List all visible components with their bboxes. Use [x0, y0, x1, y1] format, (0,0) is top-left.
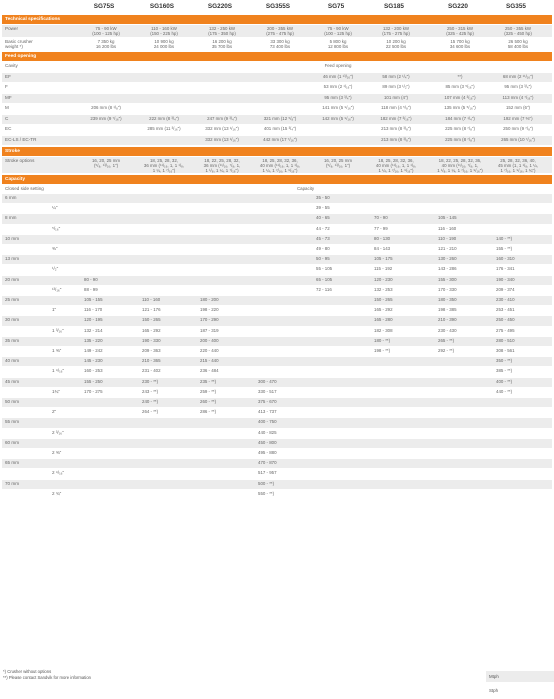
- table-cell: 198 - 385: [438, 307, 457, 313]
- table-row: [2, 337, 552, 346]
- table-cell: 160 - 253: [84, 368, 103, 374]
- footnote-1: *) Crusher without options: [3, 669, 52, 674]
- row-sub-label: 1 ³/₁₆": [52, 327, 64, 333]
- table-cell: 250 - 450: [496, 317, 515, 323]
- table-cell: 49 - 80: [316, 246, 330, 251]
- table-cell: 200 - 400: [200, 337, 219, 343]
- table-cell: 308 - 561: [496, 348, 515, 353]
- table-cell: 121 - 176: [142, 307, 161, 313]
- table-cell: 145 - 230: [84, 358, 103, 364]
- row-label: 35 mm: [5, 337, 20, 343]
- column-header-sg160s: SG160S: [149, 3, 175, 10]
- footnote-2: **) Please contact Sandvik for more information: [3, 675, 91, 680]
- table-cell: 110 - 160: [142, 297, 161, 302]
- table-cell: 44 - 72: [316, 225, 330, 231]
- table-cell: 18, 22, 25, 28, 32, 36, 40 mm (¹¹/₁₆, ⁷/₈, 1, 1 ¹/₈, 1 ¼, 1 ⁷/₁₆, 1 ⁹/₁₆"): [437, 158, 483, 173]
- row-sub-label: 1": [52, 307, 57, 313]
- table-cell: 116 - 160: [438, 225, 457, 231]
- table-cell: 180 - 350: [438, 297, 457, 302]
- table-cell: 95 mm (3 ³/₄"): [504, 84, 532, 89]
- table-cell: 286 - **): [200, 409, 217, 415]
- table-cell: 332 mm (13 ¹/₁₆"): [205, 126, 239, 131]
- table-cell: 39 - 55: [316, 205, 330, 211]
- table-cell: 35 - 50: [316, 195, 330, 200]
- table-cell: 132 - 200 kW (175 - 275 hp): [382, 26, 410, 36]
- table-cell: 50 - 95: [316, 256, 330, 262]
- table-row: [2, 115, 552, 125]
- table-cell: 198 - **): [374, 348, 391, 353]
- table-row: [2, 490, 552, 499]
- row-label: Basic crusher weight *): [5, 39, 33, 49]
- table-cell: 213 mm (8 ³/₈"): [381, 136, 411, 142]
- row-label: Closed side setting: [5, 186, 44, 191]
- table-cell: 121 - 210: [438, 246, 457, 251]
- table-row: [2, 296, 552, 305]
- table-cell: 180 - **): [374, 337, 391, 343]
- section-stroke-title: Stroke: [5, 149, 20, 154]
- table-cell: 239 mm (9 ⁷/₁₆"): [90, 115, 122, 121]
- table-cell: 350 - **): [496, 358, 513, 364]
- table-cell: 401 mm (15 ³/₄"): [263, 126, 297, 131]
- table-cell: 72 - 116: [316, 286, 332, 292]
- table-cell: 25, 28, 32, 36, 40, 45 mm (1, 1 ¹/₈, 1 ¼, 1 ⁷/₁₆, 1 ⁹/₁₆, 1 ¾"): [497, 158, 539, 173]
- row-label: 50 mm: [5, 399, 20, 404]
- capacity-label: Capacity: [297, 186, 315, 191]
- table-cell: 182 mm (7 ³/₁₆"): [380, 115, 412, 121]
- table-cell: 130 - 260: [438, 256, 457, 262]
- column-header-sg220s: SG220S: [207, 3, 233, 10]
- row-label: Power: [5, 26, 19, 31]
- table-cell: 253 - 451: [496, 307, 515, 313]
- table-cell: 140 - **): [496, 235, 513, 241]
- table-row: [2, 276, 552, 285]
- table-cell: 5 800 kg 12 800 lbs: [327, 39, 349, 49]
- row-sub-label: 2 ¾": [52, 490, 62, 496]
- table-cell: 58 mm (2 ¹/₄"): [382, 73, 410, 79]
- table-cell: 250 mm (9 ⁷/₈"): [503, 126, 533, 131]
- table-cell: 150 - 265: [142, 317, 161, 323]
- table-row: [2, 204, 552, 213]
- table-cell: 210 - 390: [438, 317, 457, 323]
- table-cell: 170 - 290: [200, 317, 219, 323]
- table-cell: 250 - 355 kW (325 - 450 hp): [504, 26, 532, 36]
- table-cell: 132 - 214: [84, 327, 103, 333]
- row-sub-label: 1¾": [52, 388, 61, 394]
- table-row: [2, 347, 552, 356]
- row-label: 8 mm: [5, 215, 17, 221]
- table-cell: 259 - **): [200, 388, 217, 394]
- column-header-sg185: SG185: [384, 3, 404, 10]
- row-label: 70 mm: [5, 480, 20, 486]
- table-cell: 132 - 253: [374, 286, 393, 292]
- table-cell: 105 - 145: [438, 215, 457, 221]
- table-cell: 230 - **): [142, 378, 159, 384]
- table-row: [2, 459, 552, 468]
- table-cell: 170 - 275: [84, 388, 103, 394]
- table-cell: 206 mm (8 ¹/₈"): [91, 105, 121, 110]
- table-cell: 150 - 265: [374, 297, 393, 302]
- table-cell: 107 mm (4 ³/₁₆"): [444, 94, 476, 100]
- section-technical-specifications: [2, 15, 552, 24]
- table-row: [2, 214, 552, 223]
- section-capacity-title: Capacity: [5, 177, 25, 182]
- row-sub-label: ¹³/₁₆": [52, 286, 62, 292]
- table-cell: 209 - 363: [142, 348, 161, 353]
- table-cell: 105 - 175: [374, 256, 393, 262]
- column-header-row: [0, 0, 554, 14]
- table-cell: 450 - 800: [258, 439, 277, 445]
- table-row: [2, 408, 552, 417]
- table-row: [2, 245, 552, 254]
- table-cell: 155 - **): [496, 246, 513, 251]
- table-cell: 184 mm (7 ¹/₄"): [445, 115, 475, 121]
- table-cell: 165 - 292: [142, 327, 161, 333]
- table-row: [2, 469, 552, 478]
- column-header-sg220: SG220: [448, 3, 468, 10]
- unit-label-mtph: Mtph: [486, 671, 554, 682]
- table-cell: 55 - 105: [316, 266, 333, 272]
- table-cell: 95 mm (3 ³/₄"): [324, 94, 352, 100]
- row-label: EC: [5, 126, 12, 131]
- table-row: [2, 449, 552, 458]
- table-cell: 142 mm (5 ⁹/₁₆"): [322, 115, 354, 121]
- row-label: 20 mm: [5, 276, 20, 282]
- section-feed-opening: [2, 52, 552, 61]
- table-row: [2, 388, 552, 397]
- row-label: EC-LS / EC-TR: [5, 136, 37, 142]
- table-cell: 68 mm (2 ¹¹/₁₆"): [502, 73, 534, 79]
- column-header-sg75: SG75: [327, 3, 345, 10]
- table-cell: 149 - 242: [84, 348, 103, 353]
- table-cell: 280 - 510: [496, 337, 515, 343]
- table-cell: 120 - 230: [374, 276, 393, 282]
- table-cell: 470 - 870: [258, 460, 277, 466]
- table-cell: 115 - 192: [374, 266, 393, 272]
- table-cell: 16 200 kg 35 700 lbs: [211, 39, 233, 49]
- table-cell: 170 - 330: [438, 286, 457, 292]
- table-cell: 400 - 750: [258, 419, 277, 425]
- table-cell: 332 mm (13 ¹/₁₆"): [205, 136, 239, 142]
- table-cell: 385 - **): [496, 368, 513, 374]
- table-cell: 213 mm (8 ³/₈"): [381, 126, 411, 131]
- table-cell: 275 - 495: [496, 327, 515, 333]
- table-cell: 240 - **): [142, 399, 159, 404]
- row-sub-label: 2": [52, 409, 57, 415]
- table-cell: 236 - 484: [200, 368, 219, 374]
- row-sub-label: ¼": [52, 205, 58, 211]
- table-cell: 180 - 200: [200, 297, 219, 302]
- row-label: 65 mm: [5, 460, 20, 466]
- table-cell: 110 - 160 kW (150 - 225 hp): [150, 26, 178, 36]
- table-cell: 105 - 155: [84, 297, 103, 302]
- table-cell: 190 - 340: [496, 276, 515, 282]
- row-label: MF: [5, 94, 12, 100]
- row-label: F: [5, 84, 8, 89]
- table-cell: 220 - 440: [200, 348, 219, 353]
- table-cell: 110 - 190: [438, 235, 457, 241]
- table-row: [2, 429, 552, 438]
- row-label: 10 mm: [5, 235, 20, 241]
- table-row: [2, 286, 552, 295]
- table-cell: 85 mm (3 ⁵/₁₆"): [445, 84, 475, 89]
- table-row: [2, 25, 552, 37]
- section-capacity: [2, 175, 552, 184]
- table-cell: 264 - **): [142, 409, 159, 415]
- table-row: [2, 480, 552, 489]
- table-cell: 75 - 90 kW (100 - 125 hp): [324, 26, 352, 36]
- table-cell: 321 mm (12 ⁵/₈"): [263, 115, 297, 121]
- table-row: [2, 378, 552, 387]
- table-cell: 182 - 308: [374, 327, 393, 333]
- table-cell: 209 - 374: [496, 286, 515, 292]
- table-cell: 89 mm (3 ¹/₂"): [382, 84, 410, 89]
- row-label: C: [5, 115, 9, 121]
- unit-label-stph: Stph: [486, 685, 554, 696]
- table-row: [2, 225, 552, 234]
- table-cell: 400 - **): [496, 378, 513, 384]
- table-cell: 141 mm (5 ⁹/₁₆"): [322, 105, 354, 110]
- column-header-sg355s: SG355S: [265, 3, 291, 10]
- table-cell: 243 - **): [142, 388, 159, 394]
- row-sub-label: 2 ⅜": [52, 450, 62, 455]
- table-cell: 33 300 kg 73 400 lbs: [269, 39, 291, 49]
- table-cell: 495 - 880: [258, 450, 277, 455]
- table-cell: 143 - 286: [438, 266, 457, 272]
- table-cell: 265 mm (10 ⁷/₁₆"): [501, 136, 535, 142]
- table-cell: 75 - 90 kW (100 - 125 hp): [92, 26, 120, 36]
- table-cell: 210 - 365: [142, 358, 161, 364]
- table-row: [2, 439, 552, 448]
- table-cell: 440 - 825: [258, 429, 277, 435]
- table-cell: 300 - 470: [258, 378, 277, 384]
- table-row: [2, 398, 552, 407]
- table-cell: 440 - **): [496, 388, 513, 394]
- table-cell: 80 - 130: [374, 235, 391, 241]
- row-label: M: [5, 105, 9, 110]
- table-cell: 230 - 410: [496, 297, 515, 302]
- table-cell: 10 200 kg 22 500 lbs: [385, 39, 407, 49]
- table-cell: 198 - 220: [200, 307, 219, 313]
- row-label: 6 mm: [5, 195, 17, 200]
- table-cell: 7 350 kg 16 200 lbs: [95, 39, 117, 49]
- table-cell: 70 - 90: [374, 215, 388, 221]
- table-cell: 235 - **): [200, 378, 217, 384]
- row-sub-label: 1 ⁹/₁₆": [52, 368, 65, 374]
- table-cell: 10 900 kg 24 000 lbs: [153, 39, 175, 49]
- table-cell: 215 - 440: [200, 358, 219, 364]
- table-row: [2, 94, 552, 104]
- table-row: [2, 104, 552, 114]
- row-label: 40 mm: [5, 358, 20, 364]
- table-cell: 18, 25, 28, 32, 36, 40 mm (¹¹/₁₆, 1, 1 ¹/₈, 1 ¼, 1 ⁷/₁₆, 1 ⁹/₁₆"): [375, 158, 417, 173]
- table-cell: 113 mm (4 ⁷/₁₆"): [502, 94, 534, 100]
- table-cell: 15 700 kg 34 600 lbs: [449, 39, 471, 49]
- row-sub-label: 2 ³/₁₆": [52, 429, 64, 435]
- table-cell: 250 - 315 kW (325 - 425 hp): [446, 26, 474, 36]
- table-cell: 18, 25, 28, 32, 36, 40 mm (¹¹/₁₆, 1, 1 ¹/₈, 1 ¼, 1 ⁷/₁₆, 1 ⁹/₁₆"): [259, 158, 301, 173]
- table-cell: 120 - 195: [84, 317, 103, 323]
- row-sub-label: ⅜": [52, 246, 58, 251]
- table-cell: 53 mm (2 ¹/₁₆"): [323, 84, 353, 89]
- table-cell: 260 - **): [200, 399, 217, 404]
- table-row: [2, 157, 552, 173]
- table-cell: 550 - **): [258, 490, 275, 496]
- table-row: [2, 62, 552, 72]
- table-row: [2, 73, 552, 83]
- row-label: 25 mm: [5, 297, 20, 302]
- table-cell: 285 mm (11 ³/₁₆"): [147, 126, 181, 131]
- section-stroke: [2, 147, 552, 156]
- table-cell: 18, 25, 28, 32, 36 mm (¹¹/₁₆, 1, 1 ¹/₈, 1 ¼, 1 ⁷/₁₆"): [143, 158, 185, 173]
- section-feed-opening-title: Feed opening: [5, 54, 37, 59]
- table-row: [2, 367, 552, 376]
- table-cell: 500 - **): [258, 480, 275, 486]
- row-label: 55 mm: [5, 419, 20, 425]
- column-header-sg75s: SG75S: [93, 3, 115, 10]
- row-sub-label: ¹/₂": [52, 266, 59, 272]
- row-sub-label: 1 ⅜": [52, 348, 62, 353]
- table-row: [2, 185, 552, 193]
- table-cell: **): [457, 73, 463, 79]
- table-cell: 192 mm (7 %"): [503, 115, 533, 121]
- column-header-sg355: SG355: [506, 3, 526, 10]
- section-technical-specifications-title: Technical specifications: [5, 17, 61, 22]
- table-row: [2, 357, 552, 366]
- table-cell: 77 - 99: [374, 225, 388, 231]
- table-cell: 222 mm (8 ³/₄"): [149, 115, 179, 121]
- table-cell: 80 - 90: [84, 276, 98, 282]
- row-sub-label: ⁵/₁₆": [52, 225, 61, 231]
- row-label: Stroke options: [5, 158, 35, 163]
- table-cell: 26 500 kg 58 400 lbs: [507, 39, 529, 49]
- table-cell: 265 - **): [438, 337, 455, 343]
- table-row: [2, 125, 552, 135]
- table-cell: 135 - 220: [84, 337, 103, 343]
- table-cell: 116 - 170: [84, 307, 103, 313]
- table-cell: 16, 20, 25 mm (⁵/₈, ¹³/₁₆, 1"): [323, 158, 353, 168]
- table-cell: 135 mm (5 ⁵/₁₆"): [444, 105, 476, 110]
- row-label: 60 mm: [5, 439, 20, 445]
- table-cell: 160 - 310: [496, 256, 515, 262]
- table-cell: 18, 22, 25, 28, 32, 36 mm (¹¹/₁₆, ⁷/₈, 1, 1 ¹/₈, 1 ¼, 1 ⁷/₁₆"): [203, 158, 241, 173]
- table-cell: 225 mm (8 ⁷/₈"): [445, 126, 475, 131]
- row-label: 45 mm: [5, 378, 20, 384]
- table-row: [2, 306, 552, 315]
- table-cell: 65 - 105: [316, 276, 333, 282]
- table-cell: 225 mm (8 ⁷/₈"): [445, 136, 475, 142]
- table-cell: 517 - 957: [258, 470, 277, 476]
- table-row: [2, 327, 552, 336]
- table-cell: 155 - 300: [438, 276, 457, 282]
- table-row: [2, 38, 552, 50]
- table-cell: 45 - 73: [316, 235, 330, 241]
- table-cell: 101 mm (4"): [383, 94, 408, 100]
- table-cell: 84 - 143: [374, 246, 391, 251]
- table-cell: 190 - 330: [142, 337, 161, 343]
- table-cell: 155 - 250: [84, 378, 103, 384]
- table-cell: 442 mm (17 ⁷/₁₆"): [263, 136, 297, 142]
- table-cell: 118 mm (4 ⁵/₈"): [381, 105, 411, 110]
- table-row: [2, 194, 552, 203]
- table-cell: 330 - 517: [258, 388, 277, 394]
- table-cell: 88 - 99: [84, 286, 98, 292]
- table-row: [2, 418, 552, 427]
- table-cell: 230 - 430: [438, 327, 457, 333]
- row-label: 30 mm: [5, 317, 20, 323]
- table-row: [2, 316, 552, 325]
- table-cell: 413 - 737: [258, 409, 277, 415]
- table-cell: 176 - 341: [496, 266, 515, 272]
- table-cell: Feed opening: [324, 63, 352, 68]
- table-cell: 292 - **): [438, 348, 455, 353]
- table-cell: 247 mm (9 ³/₄"): [207, 115, 237, 121]
- table-row: [2, 83, 552, 93]
- table-row: [2, 136, 552, 146]
- table-cell: 46 mm (1 ¹³/₁₆"): [322, 73, 354, 79]
- table-cell: 165 - 292: [374, 307, 393, 313]
- table-cell: 200 - 355 kW (275 - 475 hp): [266, 26, 294, 36]
- table-row: [2, 235, 552, 244]
- table-cell: 16, 20, 25 mm (⁵/₈, ¹³/₁₆, 1"): [91, 158, 121, 168]
- table-row: [2, 255, 552, 264]
- table-cell: 187 - 319: [200, 327, 219, 333]
- table-cell: 375 - 670: [258, 399, 277, 404]
- table-cell: 165 - 280: [374, 317, 393, 323]
- row-label: Cavity: [5, 63, 18, 68]
- table-row: [2, 265, 552, 274]
- table-cell: 152 mm (6"): [505, 105, 530, 110]
- table-cell: 40 - 65: [316, 215, 330, 221]
- row-label: 13 mm: [5, 256, 20, 262]
- row-sub-label: 2 ⁹/₁₆": [52, 470, 65, 476]
- row-label: EF: [5, 73, 11, 79]
- table-cell: 132 - 250 kW (175 - 350 hp): [208, 26, 236, 36]
- table-cell: 231 - 402: [142, 368, 161, 374]
